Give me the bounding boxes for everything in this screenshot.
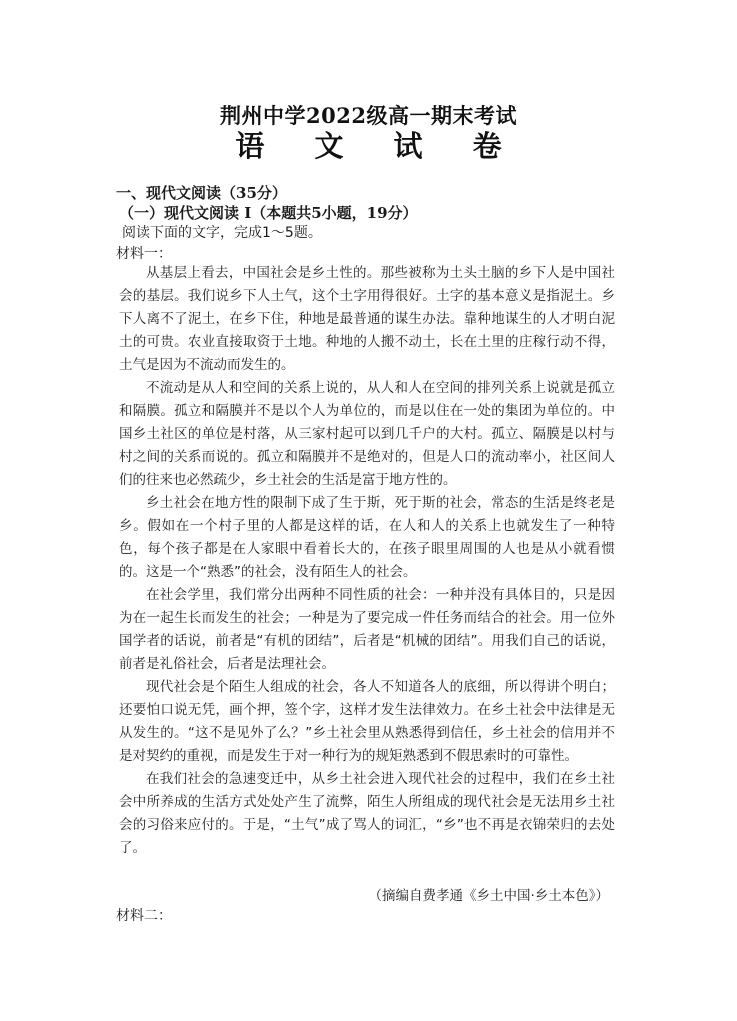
paragraph: 在我们社会的急速变迁中，从乡土社会进入现代社会的过程中，我们在乡土社会中所养成的生活方式处处产生了流弊，陌生人所组成的现代社会是无法用乡土社会的习俗来应付的。于是，“土气”成了骂人的词汇，“乡”也不再是衣锦荣归的去处了。 (119, 771, 615, 856)
paragraph: 现代社会是个陌生人组成的社会，各人不知道各人的底细，所以得讲个明白；还要怕口说无凭，画个押，签个字，这样才发生法律效力。在乡土社会中法律是无从发生的。“这不是见外了么？”乡土社会里从熟悉得到信任，乡土社会的信用并不是对契约的重视，而是发生于对一种行为的规矩熟悉到不假思索时的可靠性。 (119, 679, 615, 764)
material-1-body (119, 262, 615, 860)
exam-school-title: 荆州中学2022级高一期末考试 (220, 103, 517, 128)
subsection-heading: （一）现代文阅读 I（本题共5小题，19分） (119, 204, 418, 222)
section-heading: 一、现代文阅读（35分） (116, 184, 287, 202)
material-2-label: 材料二： (116, 908, 172, 924)
paragraph: 乡土社会在地方性的限制下成了生于斯，死于斯的社会，常态的生活是终老是乡。假如在一个村子里的人都是这样的话，在人和人的关系上也就发生了一种特色，每个孩子都是在人家眼中看着长大的，在孩子眼里周围的人也是从小就看惯的。这是一个“熟悉”的社会，没有陌生人的社会。 (119, 495, 615, 580)
reading-instruction: 阅读下面的文字，完成1～5题。 (122, 225, 322, 241)
exam-subject-title: 语 文 试 卷 (235, 129, 522, 163)
material-1-source: （摘编自费孝通《乡土中国·乡土本色》） (368, 888, 609, 904)
paragraph: 在社会学里，我们常分出两种不同性质的社会：一种并没有具体目的，只是因为在一起生长而发生的社会；一种是为了要完成一件任务而结合的社会。用一位外国学者的话说，前者是“有机的团结”，后者是“机械的团结”。用我们自己的话说，前者是礼俗社会，后者是法理社会。 (119, 587, 615, 672)
paragraph: 从基层上看去，中国社会是乡土性的。那些被称为土头土脑的乡下人是中国社会的基层。我们说乡下人土气，这个土字用得很好。土字的基本意义是指泥土。乡下人离不了泥土，在乡下住，种地是最普通的谋生办法。靠种地谋生的人才明白泥土的可贵。农业直接取资于土地。种地的人搬不动土，长在土里的庄稼行动不得，土气是因为不流动而发生的。 (119, 265, 615, 373)
material-1-label: 材料一： (116, 246, 172, 262)
paragraph: 不流动是从人和空间的关系上说的，从人和人在空间的排列关系上说就是孤立和隔膜。孤立和隔膜并不是以个人为单位的，而是以住在一处的集团为单位的。中国乡土社区的单位是村落，从三家村起可以到几千户的大村。孤立、隔膜是以村与村之间的关系而说的。孤立和隔膜并不是绝对的，但是人口的流动率小，社区间人们的往来也必然疏少，乡土社会的生活是富于地方性的。 (119, 380, 615, 488)
